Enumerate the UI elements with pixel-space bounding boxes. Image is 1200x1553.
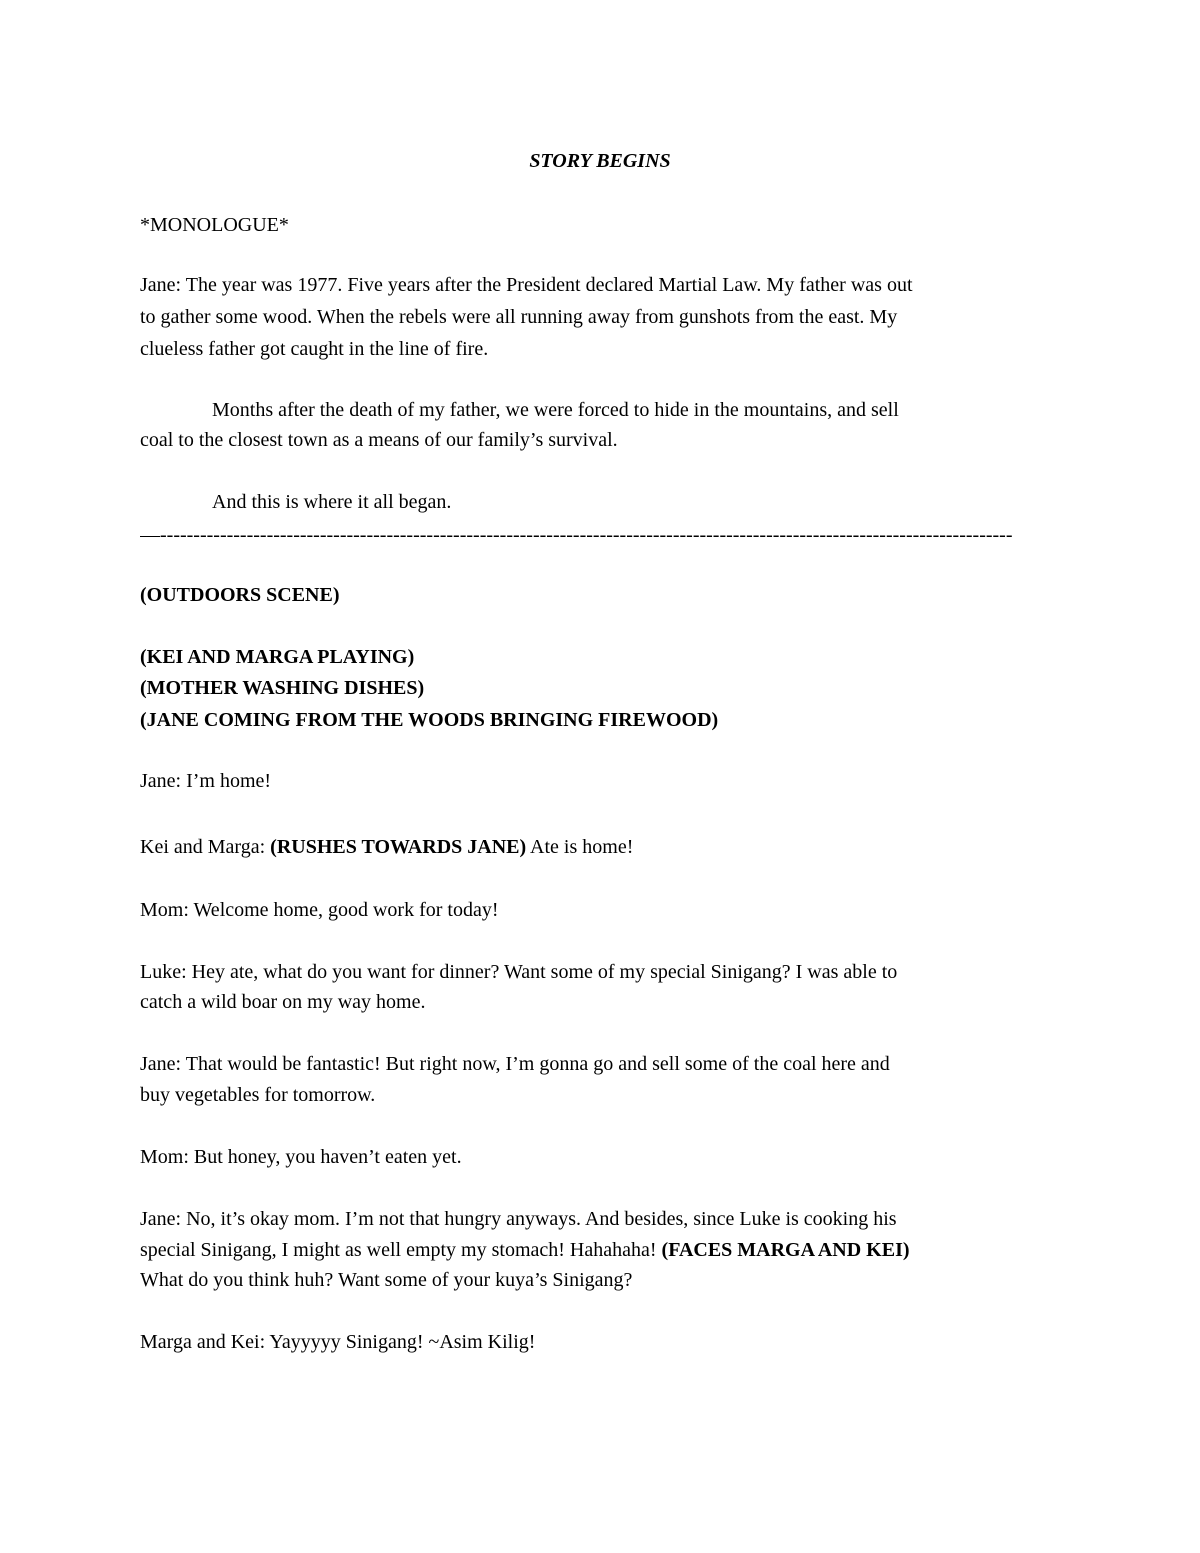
dialogue-jane-okay-line-3: What do you think huh? Want some of your kuya’s Sinigang? [140, 1269, 633, 1291]
dialogue-text: special Sinigang, I might as well empty my stomach! Hahahaha! [140, 1239, 662, 1261]
intro-para3: And this is where it all began. [212, 491, 452, 513]
speaker-label: Kei and Marga: [140, 836, 271, 858]
dialogue-luke-line-1: Luke: Hey ate, what do you want for dinner? Want some of my special Sinigang? I was able to [140, 961, 898, 983]
stage-direction-3: (JANE COMING FROM THE WOODS BRINGING FIREWOOD) [140, 709, 719, 731]
section-divider: —-------------------------------------------------------------------------------------------------------------------------------- [140, 524, 1013, 546]
dialogue-mom-honey: Mom: But honey, you haven’t eaten yet. [140, 1146, 462, 1168]
stage-scene: (OUTDOORS SCENE) [140, 584, 340, 606]
dialogue-jane-home: Jane: I’m home! [140, 770, 272, 792]
stage-direction-1: (KEI AND MARGA PLAYING) [140, 646, 415, 668]
intro-line-2: to gather some wood. When the rebels were all running away from gunshots from the east. My [140, 306, 898, 328]
dialogue-text: Ate is home! [526, 836, 634, 858]
dialogue-marga-kei: Marga and Kei: Yayyyyy Sinigang! ~Asim Kilig! [140, 1331, 536, 1353]
intro-line-1: Jane: The year was 1977. Five years after the President declared Martial Law. My father was out [140, 274, 913, 296]
stage-action: (FACES MARGA AND KEI) [661, 1239, 910, 1261]
stage-action: (RUSHES TOWARDS JANE) [270, 836, 527, 858]
intro-para2-line-1: Months after the death of my father, we were forced to hide in the mountains, and sell [212, 399, 899, 421]
monologue-header: *MONOLOGUE* [140, 214, 289, 236]
dialogue-luke-line-2: catch a wild boar on my way home. [140, 991, 426, 1013]
dialogue-jane-sell-line-2: buy vegetables for tomorrow. [140, 1084, 376, 1106]
page-title: STORY BEGINS [529, 150, 671, 172]
intro-para2-line-2: coal to the closest town as a means of our family’s survival. [140, 429, 618, 451]
dialogue-jane-sell-line-1: Jane: That would be fantastic! But right now, I’m gonna go and sell some of the coal here and [140, 1053, 890, 1075]
dialogue-kei-marga [140, 835, 633, 859]
dialogue-jane-okay-line-2 [140, 1238, 910, 1262]
dialogue-mom-welcome: Mom: Welcome home, good work for today! [140, 899, 499, 921]
stage-direction-2: (MOTHER WASHING DISHES) [140, 677, 425, 699]
dialogue-jane-okay-line-1: Jane: No, it’s okay mom. I’m not that hungry anyways. And besides, since Luke is cooking his [140, 1208, 897, 1230]
intro-line-3: clueless father got caught in the line of fire. [140, 338, 489, 360]
